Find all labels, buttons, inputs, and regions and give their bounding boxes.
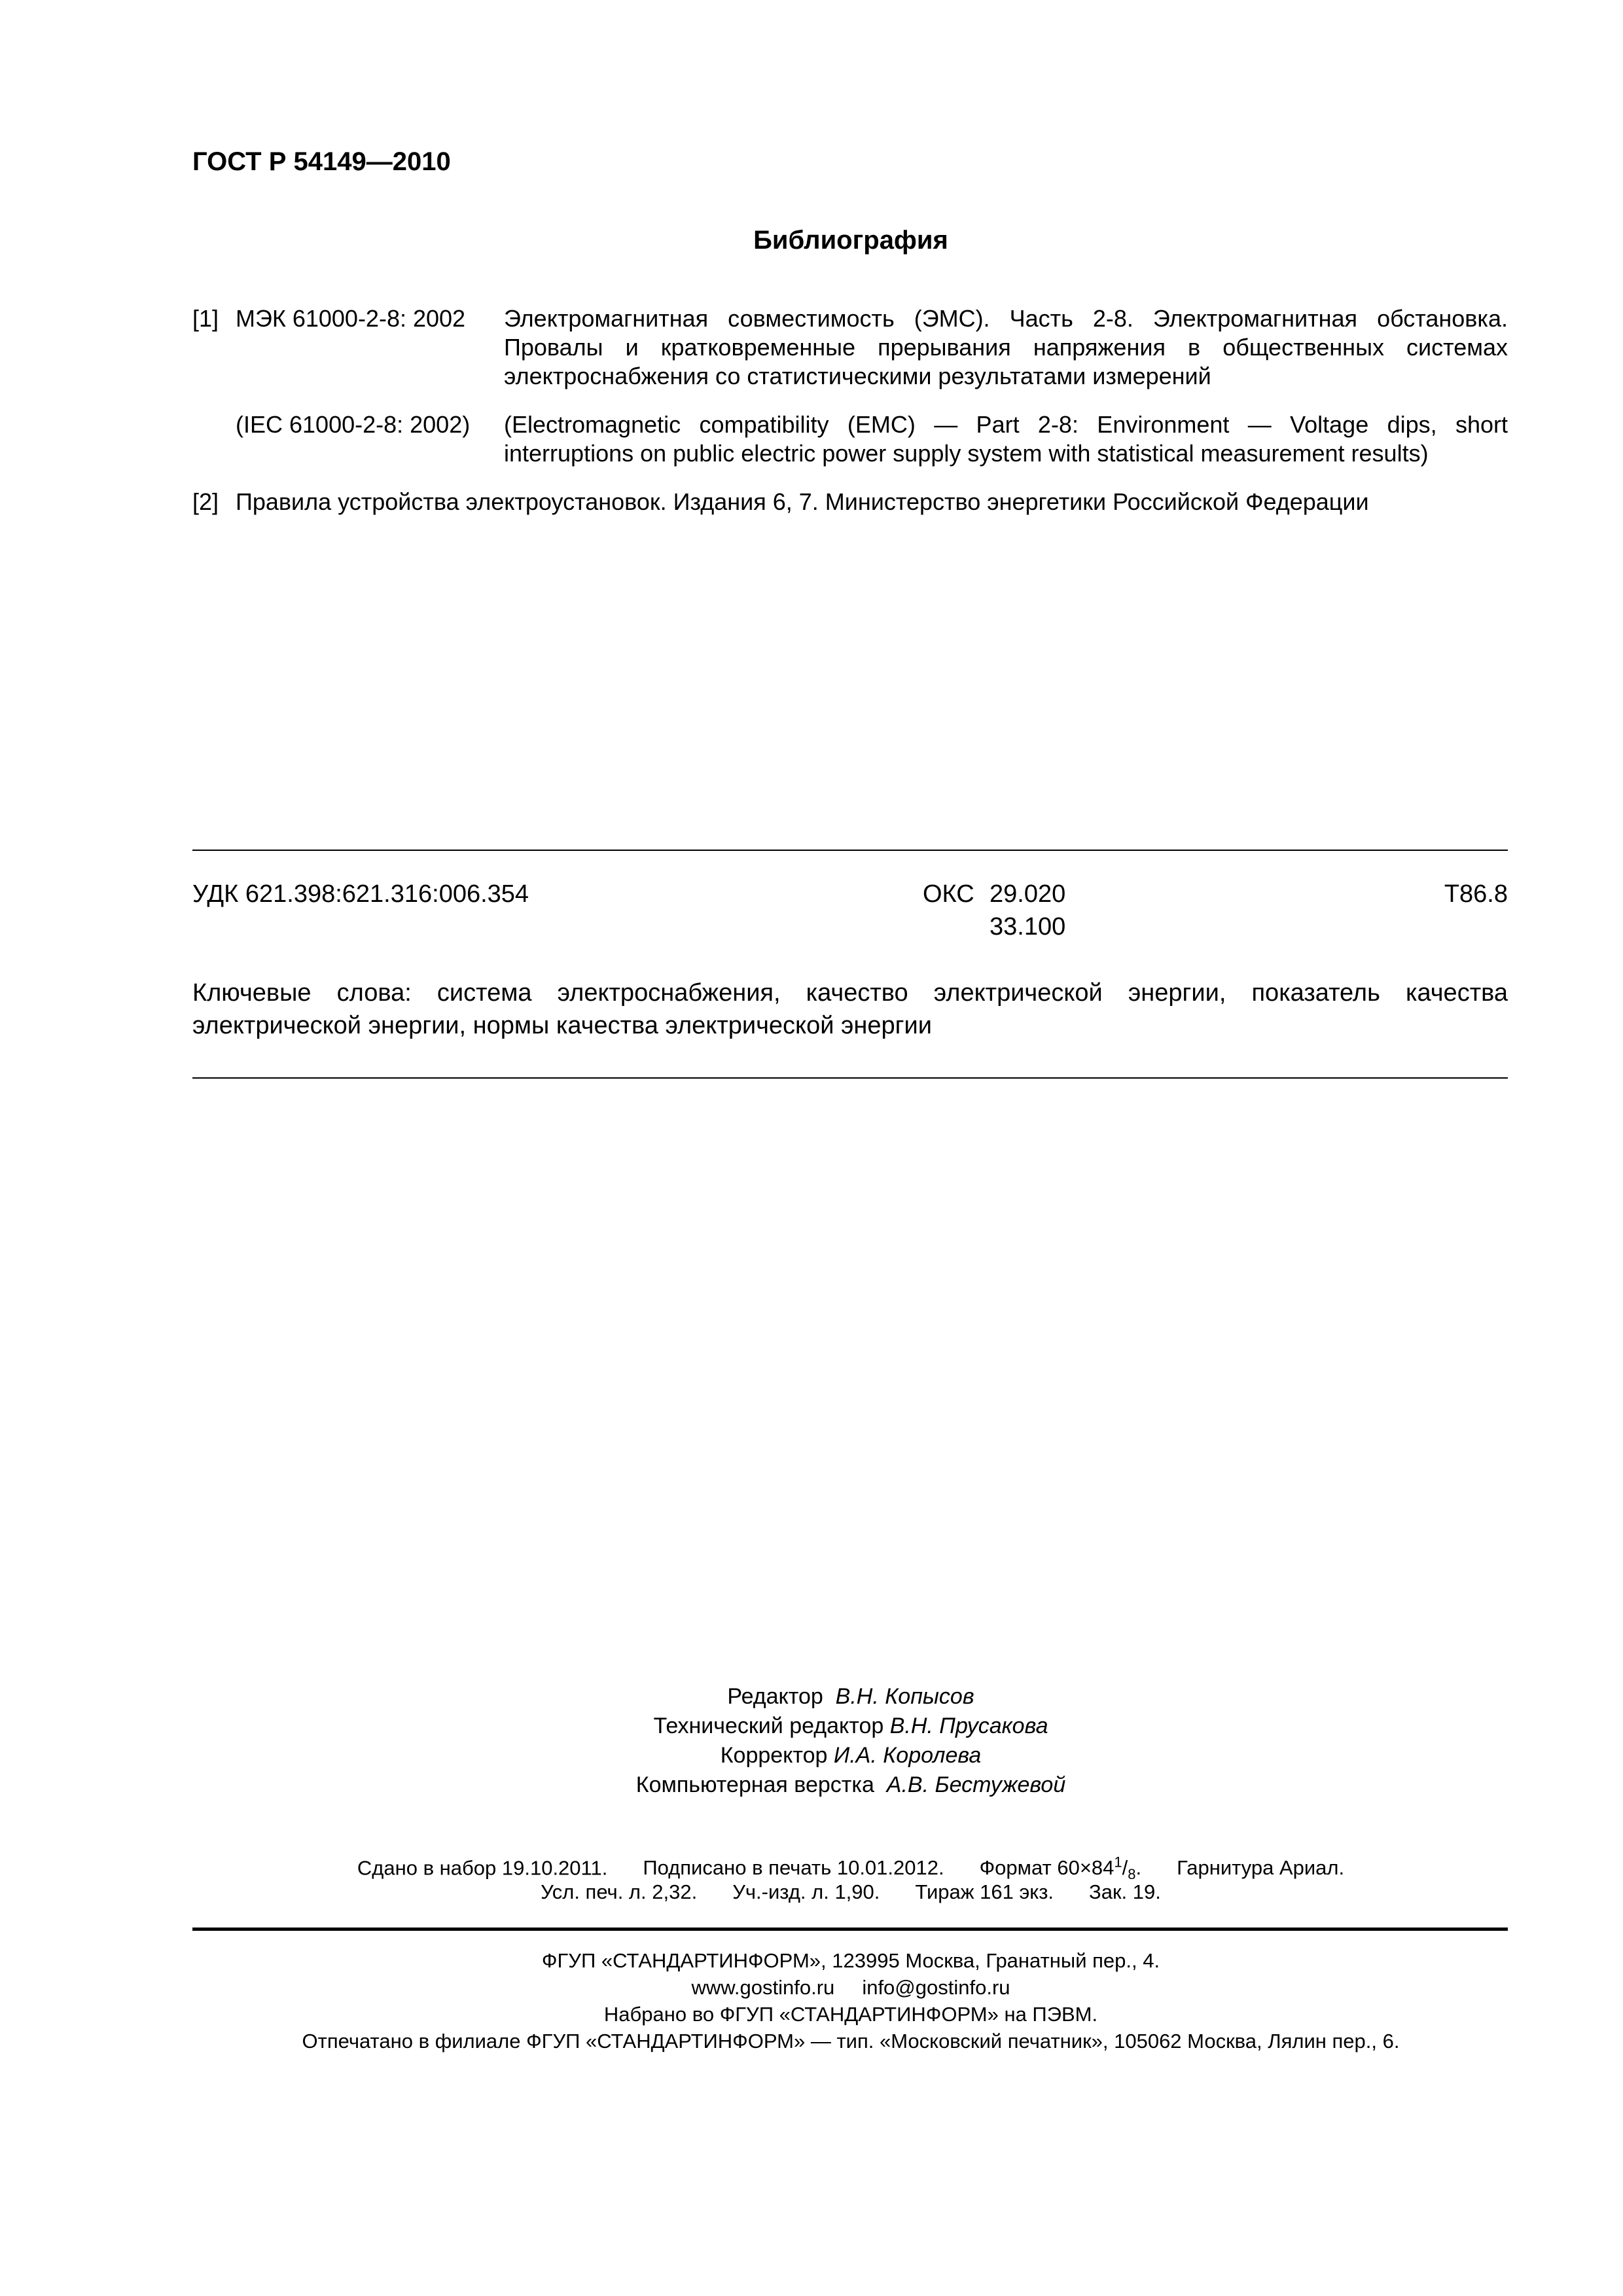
ref-1-alt-text: (Electromagnetic compatibility (EMC) — Part 2-8: Environment — Voltage dips, short interruptions on public electric power supply system with statistical measurement results) <box>504 411 1508 467</box>
print-info-line-1: Сдано в набор 19.10.2011. Подписано в печать 10.01.2012. Формат $60\times 84^1/_8$. Гарнитура Ариал. <box>357 1854 1345 1883</box>
oks-code-1: 29.020 <box>990 880 1066 908</box>
ref-1-text: Электромагнитная совместимость (ЭМС). Часть 2-8. Электромагнитная обстановка. Провалы и кратковременные прерывания напряжения в общественных системах электроснабжения со статистическими результатами измерений <box>504 305 1508 389</box>
document-code: ГОСТ Р 54149—2010 <box>192 147 451 176</box>
credit-layout: Компьютерная верстка А.В. Бестужевой <box>635 1772 1066 1797</box>
udk-code: УДК 621.398:621.316:006.354 <box>192 880 529 908</box>
credit-corrector: Корректор И.А. Королева <box>720 1743 982 1768</box>
oks-code-2: 33.100 <box>990 913 1066 941</box>
publisher-print-note: Отпечатано в филиале ФГУП «СТАНДАРТИНФОРМ» — тип. «Московский печатник», 105062 Москва, Лялин пер., 6. <box>302 2030 1400 2053</box>
ref-2-number: [2] <box>192 488 219 515</box>
publisher-typeset-note: Набрано во ФГУП «СТАНДАРТИНФОРМ» на ПЭВМ. <box>603 2003 1098 2026</box>
credit-tech-editor: Технический редактор В.Н. Прусакова <box>653 1713 1048 1738</box>
oks-label: ОКС <box>923 880 974 908</box>
ref-2-text: Правила устройства электроустановок. Издания 6, 7. Министерство энергетики Российской Федерации <box>236 488 1369 515</box>
publisher-email-link[interactable]: info@gostinfo.ru <box>862 1976 1010 1999</box>
print-info-line-2: Усл. печ. л. 2,32. Уч.-изд. л. 1,90. Тираж 161 экз. Зак. 19. <box>541 1880 1161 1903</box>
publisher-contacts <box>0 1974 1623 2001</box>
keywords-paragraph: Ключевые слова: система электроснабжения, качество электрической энергии, показатель качества электрической энергии, нормы качества электрической энергии <box>192 979 1508 1039</box>
publisher-address: ФГУП «СТАНДАРТИНФОРМ», 123995 Москва, Гранатный пер., 4. <box>541 1949 1160 1972</box>
ref-1-number: [1] <box>192 305 219 332</box>
ref-1-code: МЭК 61000-2-8: 2002 <box>236 305 466 332</box>
credits-block <box>0 1682 1623 1800</box>
publisher-site-link[interactable]: www.gostinfo.ru <box>691 1976 835 1999</box>
credit-editor: Редактор В.Н. Копысов <box>727 1684 974 1709</box>
bibliography-title: Библиография <box>753 226 948 255</box>
footer-separator-line <box>192 1928 1508 1931</box>
separator-line-top <box>192 850 1508 851</box>
separator-line-bottom <box>192 1077 1508 1079</box>
ref-1-alt-code: (IEC 61000-2-8: 2002) <box>236 411 471 438</box>
publisher-block <box>0 1947 1623 2054</box>
classification-code: Т86.8 <box>1444 880 1508 908</box>
